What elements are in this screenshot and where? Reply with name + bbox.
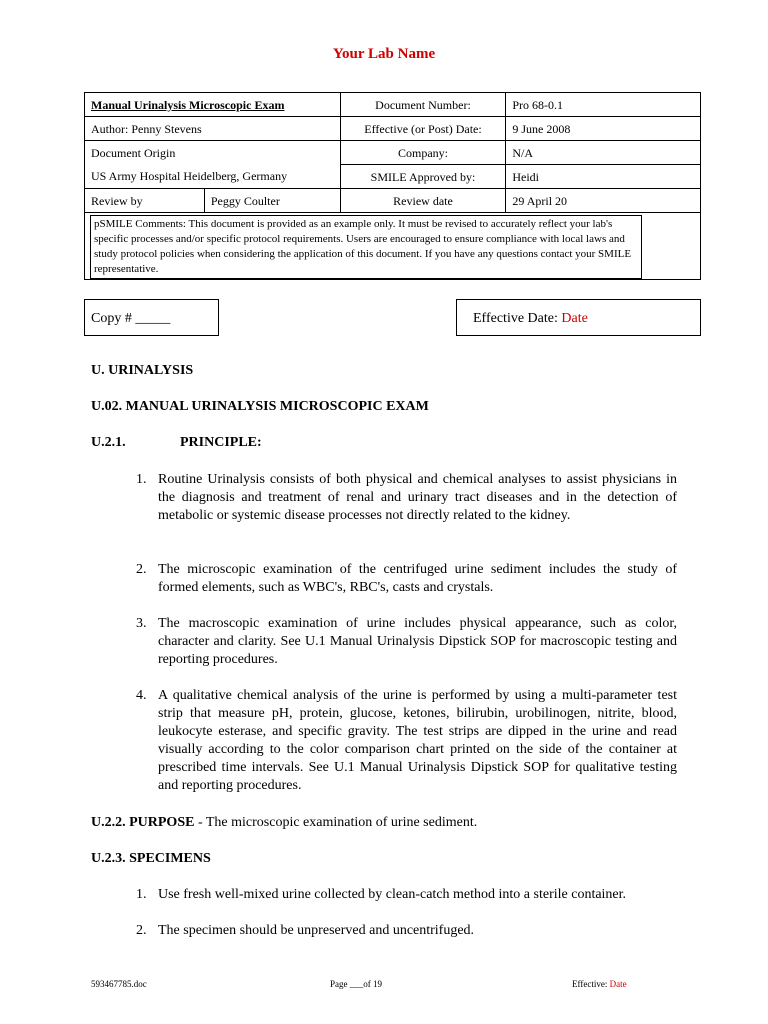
- review-date-value: 29 April 20: [506, 189, 701, 213]
- principle-heading: [91, 435, 262, 451]
- effective-date-label: Effective (or Post) Date:: [340, 117, 506, 141]
- document-header-table: [84, 92, 701, 280]
- comments-row: [85, 213, 701, 280]
- doc-number-value: Pro 68-0.1: [506, 93, 701, 117]
- specimens-heading: U.2.3. SPECIMENS: [91, 851, 211, 866]
- list-item-text: The macroscopic examination of urine includes physical appearance, such as color, character and clarity. See U.1 Manual Urinalysis Dipstick SOP for macroscopic testing and reporting procedures.: [158, 616, 677, 667]
- list-item-text: Use fresh well-mixed urine collected by clean-catch method into a sterile container.: [158, 887, 627, 902]
- list-item-number: 1.: [136, 887, 147, 902]
- effective-date-box: [456, 299, 701, 336]
- company-value: N/A: [506, 141, 701, 165]
- list-item-text: The microscopic examination of the centrifuged urine sediment includes the study of formed elements, such as WBC's, RBC's, casts and crystals.: [158, 562, 677, 595]
- smile-approved-label: SMILE Approved by:: [340, 165, 506, 189]
- doc-title: Manual Urinalysis Microscopic Exam: [85, 93, 341, 117]
- review-date-label: Review date: [340, 189, 506, 213]
- doc-origin-value: US Army Hospital Heidelberg, Germany: [91, 168, 288, 183]
- effective-date-value: 9 June 2008: [506, 117, 701, 141]
- purpose-text: - The microscopic examination of urine sediment.: [194, 815, 478, 830]
- author: Author: Penny Stevens: [85, 117, 341, 141]
- lab-name: Your Lab Name: [332, 46, 436, 62]
- doc-number-label: Document Number:: [340, 93, 506, 117]
- footer-effective-label: Effective:: [572, 979, 608, 989]
- review-by-value: Peggy Coulter: [204, 189, 340, 213]
- list-item: [136, 561, 677, 597]
- list-item-text: The specimen should be unpreserved and uncentrifuged.: [158, 923, 475, 938]
- effective-date-box-value: Date: [561, 311, 588, 326]
- list-item-number: 3.: [136, 616, 147, 631]
- list-item-text: A qualitative chemical analysis of the urine is performed by using a multi-parameter test strip that measure pH, protein, glucose, ketones, bilirubin, urobilinogen, nitrite, blood, leukocyte esterase, and specific gravity. The test strips are dipped in the urine and read visually according to the color comparison chart printed on the side of the container at prescribed time intervals. See U.1 Manual Urinalysis Dipstick SOP for qualitative testing and reporting procedures.: [158, 688, 677, 793]
- smile-comments: pSMILE Comments: This document is provided as an example only. It must be revised to accurately reflect your lab's specific processes and/or specific protocol requirements. Users are encouraged to ensure compliance with local laws and study protocol policies when considering the application of this document. If you have any questions contact your SMILE representative.: [90, 215, 642, 279]
- doc-origin: [85, 141, 341, 189]
- list-item: [136, 922, 677, 940]
- list-item: [136, 687, 677, 795]
- purpose-heading: U.2.2. PURPOSE: [91, 815, 195, 830]
- review-by-label: Review by: [85, 189, 205, 213]
- list-item-number: 2.: [136, 562, 147, 577]
- list-item-text: Routine Urinalysis consists of both physical and chemical analyses to assist physicians in the diagnosis and treatment of renal and urinary tract diseases and in the detection of metabolic or systemic disease processes not directly related to the kidney.: [158, 472, 677, 523]
- effective-date-box-label: Effective Date:: [473, 311, 558, 326]
- footer-page: Page ___of 19: [330, 979, 382, 989]
- list-item-number: 1.: [136, 472, 147, 487]
- list-item: [136, 471, 677, 525]
- list-item-number: 4.: [136, 688, 147, 703]
- copy-number-box: Copy # _____: [84, 299, 219, 336]
- principle-title: PRINCIPLE:: [180, 435, 262, 450]
- principle-number: U.2.1.: [91, 435, 126, 450]
- purpose-section: [91, 815, 477, 831]
- list-item: [136, 615, 677, 669]
- company-label: Company:: [340, 141, 506, 165]
- smile-approved-value: Heidi: [506, 165, 701, 189]
- doc-origin-label: Document Origin: [91, 145, 176, 160]
- footer-effective-value: Date: [609, 979, 627, 989]
- footer-filename: 593467785.doc: [91, 979, 147, 989]
- section-heading-microscopic-exam: U.02. MANUAL URINALYSIS MICROSCOPIC EXAM: [91, 399, 429, 414]
- footer-effective: [572, 979, 627, 989]
- list-item: [136, 886, 677, 904]
- list-item-number: 2.: [136, 923, 147, 938]
- section-heading-urinalysis: U. URINALYSIS: [91, 363, 194, 378]
